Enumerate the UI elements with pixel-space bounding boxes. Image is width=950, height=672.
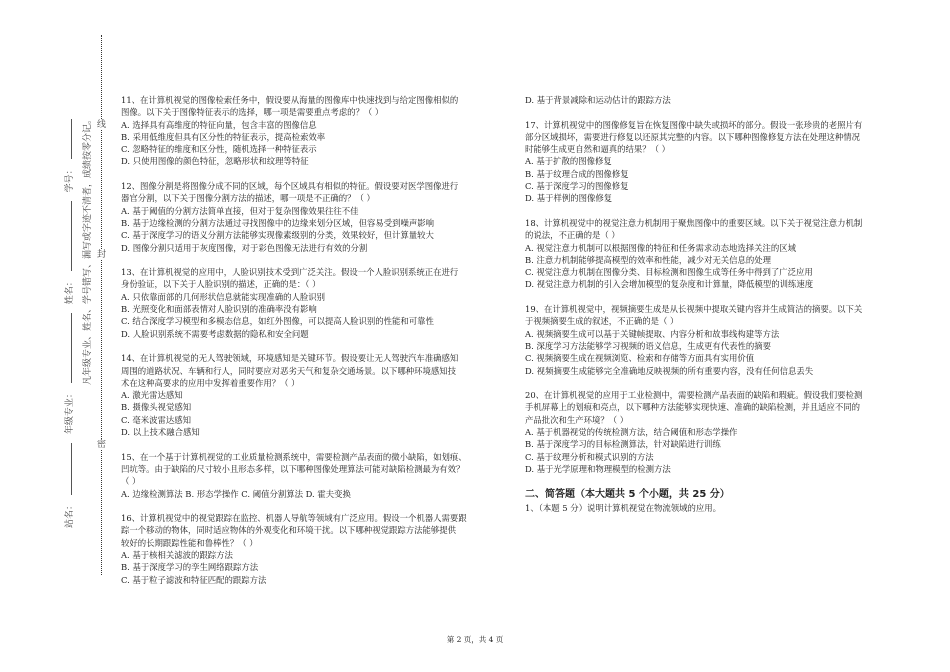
station-field[interactable] [62, 443, 72, 495]
question-block [121, 512, 501, 586]
question-block [525, 389, 905, 475]
question-stem: 12、图像分割是将图像分成不同的区域，每个区域具有相似的特征。假设要对医学图像进行 [121, 181, 459, 192]
question-line: B. 基于深度学习的目标检测算法，针对缺陷进行训练 [525, 439, 721, 450]
question-line: C. 基于深度学习的图像修复 [525, 181, 629, 192]
question-line: B. 基于边缘检测的分割方法通过寻找图像中的边缘来划分区域，但容易受到噪声影响 [121, 217, 434, 228]
question-line: D. 基于光学原理和物理模型的检测方法 [525, 463, 671, 474]
question-line: B. 基于深度学习的孪生网络跟踪方法 [121, 562, 259, 573]
question-stem: 13、在计算机视觉的应用中，人脸识别技术受到广泛关注。假设一个人脸识别系统正在进行 [121, 267, 459, 278]
question-line: 凹坑等。由于缺陷的尺寸较小且形态多样，以下哪种图像处理算法可能对缺陷检测最为有效？ [121, 463, 465, 474]
name-label: 姓名： [65, 277, 75, 305]
question-block [525, 303, 905, 377]
question-line: 术在这种高要求的应用中发挥着重要作用？（ ） [121, 377, 300, 388]
seal-mark-feng: 封 [97, 250, 107, 260]
question-block [121, 266, 501, 340]
page-number: 第 2 页，共 4 页 [446, 635, 504, 644]
question-line: C. 视觉注意力机制在图像分类、目标检测和图像生成等任务中得到了广泛应用 [525, 267, 813, 278]
binding-notice: 凡年级专业、姓名、学号错写、漏写或字迹不清者，成绩按零分记。 [83, 114, 93, 385]
name-field[interactable] [62, 201, 72, 271]
question-block [121, 180, 501, 254]
question-line: C. 毫米波雷达感知 [121, 414, 192, 425]
question-line: 的说法，不正确的是（ ） [525, 230, 620, 241]
question-line: A. 基于阈值的分割方法简单直接，但对于复杂图像效果往往不佳 [121, 205, 359, 216]
question-line: B. 基于纹理合成的图像修复 [525, 168, 629, 179]
question-line: B. 注意力机制能够提高模型的效率和性能，减少对无关信息的处理 [525, 254, 771, 265]
question-line: C. 基于纹理分析和模式识别的方法 [525, 451, 654, 462]
grade-major-label: 年级专业： [65, 389, 75, 435]
question-line: A. 基于机器视觉的传统检测方法，结合阈值和形态学操作 [525, 427, 738, 438]
seal-mark-mi: 密 [97, 440, 107, 450]
question-line: 手机屏幕上的划痕和亮点，以下哪种方法能够实现快速、准确的缺陷检测，并且适应不同的 [525, 402, 860, 413]
question-stem: 14、在计算机视觉的无人驾驶领域，环境感知是关键环节。假设要让无人驾驶汽车准确感知 [121, 353, 459, 364]
question-line: D. 视频摘要生成能够完全准确地反映视频的所有重要内容，没有任何信息丢失 [525, 365, 814, 376]
question-stem: 17、计算机视觉中的图像修复旨在恢复图像中缺失或损坏的部分。假设一张珍贵的老照片有 [525, 119, 863, 130]
question-line: A. 视频摘要生成可以基于关键帧提取、内容分析和故事线构建等方法 [525, 328, 780, 339]
seal-mark-xian: 线 [97, 120, 107, 130]
question-line: D. 图像分割只适用于灰度图像，对于彩色图像无法进行有效的分割 [121, 242, 368, 253]
short-answer-question: 1、（本题 5 分）说明计算机视觉在物流领域的应用。 [525, 502, 722, 513]
question-line: 部分区域损坏，需要进行修复以还原其完整的内容。以下哪种图像修复方法在处理这种情况 [525, 131, 860, 142]
question-line: C. 基于粒子滤波和特征匹配的跟踪方法 [121, 574, 267, 585]
question-line: A. 选择具有高维度的特征向量，包含丰富的图像信息 [121, 119, 317, 130]
question-line: C. 基于深度学习的语义分割方法能够实现像素级别的分类，效果较好，但计算量较大 [121, 230, 434, 241]
question-stem: 20、在计算机视觉的应用于工业检测中，需要检测产品表面的缺陷和瑕疵。假设我们要检测 [525, 390, 863, 401]
question-line: A. 激光雷达感知 [121, 390, 183, 401]
question-line: B. 采用低维度但具有区分性的特征表示，提高检索效率 [121, 131, 326, 142]
question-line: 产品批次和生产环境？（ ） [525, 414, 629, 425]
question-block [121, 352, 501, 438]
question-line: 图像。以下关于图像特征表示的选择，哪一项是需要重点考虑的？（ ） [121, 107, 384, 118]
binding-margin [0, 0, 120, 672]
seal-dotted-line [101, 35, 102, 575]
question-line: C. 视频摘要生成在视频浏览、检索和存储等方面具有实用价值 [525, 353, 755, 364]
question-line: A. 边缘检测算法 B. 形态学操作 C. 阈值分割算法 D. 霍夫变换 [121, 488, 351, 499]
question-line: A. 只依靠面部的几何形状信息就能实现准确的人脸识别 [121, 291, 325, 302]
question-line: D. 人脸识别系统不需要考虑数据的隐私和安全问题 [121, 328, 309, 339]
question-block [525, 119, 905, 205]
question-line: 于视频摘要生成的叙述，不正确的是（ ） [525, 316, 679, 327]
student-info-line [62, 113, 75, 528]
right-questions [525, 94, 905, 475]
question-stem: 16、计算机视觉中的视觉跟踪在监控、机器人导航等领域有广泛应用。假设一个机器人需要跟 [121, 513, 467, 524]
question-line: 器官分割，以下关于图像分割方法的描述，哪一项是不正确的？（ ） [121, 193, 375, 204]
question-line: A. 基于扩散的图像修复 [525, 156, 612, 167]
question-block [121, 94, 501, 168]
question-stem: 19、在计算机视觉中，视频摘要生成是从长视频中提取关键内容并生成简洁的摘要。以下关 [525, 304, 863, 315]
question-line: A. 基于核相关滤波的跟踪方法 [121, 549, 233, 560]
section-heading: 二、简答题（本大题共 5 个小题，共 25 分） [525, 488, 730, 500]
question-line: B. 光照变化和面部表情对人脸识别的准确率没有影响 [121, 304, 317, 315]
question-stem: 15、在一个基于计算机视觉的工业质量检测系统中，需要检测产品表面的微小缺陷，如划痕、 [121, 451, 467, 462]
question-stem: 11、在计算机视觉的图像检索任务中，假设要从海量的图像库中快速找到与给定图像相似的 [121, 95, 459, 105]
question-line: D. 基于背景减除和运动估计的跟踪方法 [525, 95, 671, 105]
question-line: 较好的长期跟踪性能和鲁棒性？（ ） [121, 537, 258, 548]
question-block [525, 217, 905, 291]
question-line: D. 只使用图像的颜色特征，忽略形状和纹理等特征 [121, 156, 309, 167]
question-line: A. 视觉注意力机制可以根据图像的特征和任务需求动态地选择关注的区域 [525, 242, 796, 253]
question-line: B. 摄像头视觉感知 [121, 402, 192, 413]
question-line: D. 视觉注意力机制的引入会增加模型的复杂度和计算量，降低模型的训练速度 [525, 279, 814, 290]
question-line: 周围的道路状况、车辆和行人，同时要应对恶劣天气和复杂交通场景。以下哪种环境感知技 [121, 365, 456, 376]
question-block [525, 94, 905, 106]
question-line: （ ） [121, 476, 141, 487]
question-line: 身份验证，以下关于人脸识别的描述，正确的是：（ ） [121, 279, 321, 290]
student-id-label: 学号： [65, 165, 75, 193]
question-line: C. 结合深度学习模型和多模态信息，如红外图像，可以提高人脸识别的性能和可靠性 [121, 316, 434, 327]
station-label: 站名： [65, 500, 75, 528]
question-line: D. 以上技术融合感知 [121, 427, 200, 438]
grade-major-field[interactable] [62, 313, 72, 383]
left-column [121, 94, 501, 598]
question-line: 踪一个移动的物体，同时适应物体的外观变化和环境干扰。以下哪种视觉跟踪方法能够提供 [121, 525, 456, 536]
right-column [525, 94, 905, 514]
question-line: 时能够生成更自然和逼真的结果？（ ） [525, 144, 671, 155]
question-block [121, 451, 501, 500]
student-id-field[interactable] [62, 119, 72, 159]
question-stem: 18、计算机视觉中的视觉注意力机制用于聚焦图像中的重要区域。以下关于视觉注意力机制 [525, 217, 863, 228]
question-line: B. 深度学习方法能够学习视频的语义信息，生成更有代表性的摘要 [525, 340, 771, 351]
question-line: D. 基于样例的图像修复 [525, 193, 613, 204]
question-line: C. 忽略特征的维度和区分性，随机选择一种特征表示 [121, 144, 317, 155]
